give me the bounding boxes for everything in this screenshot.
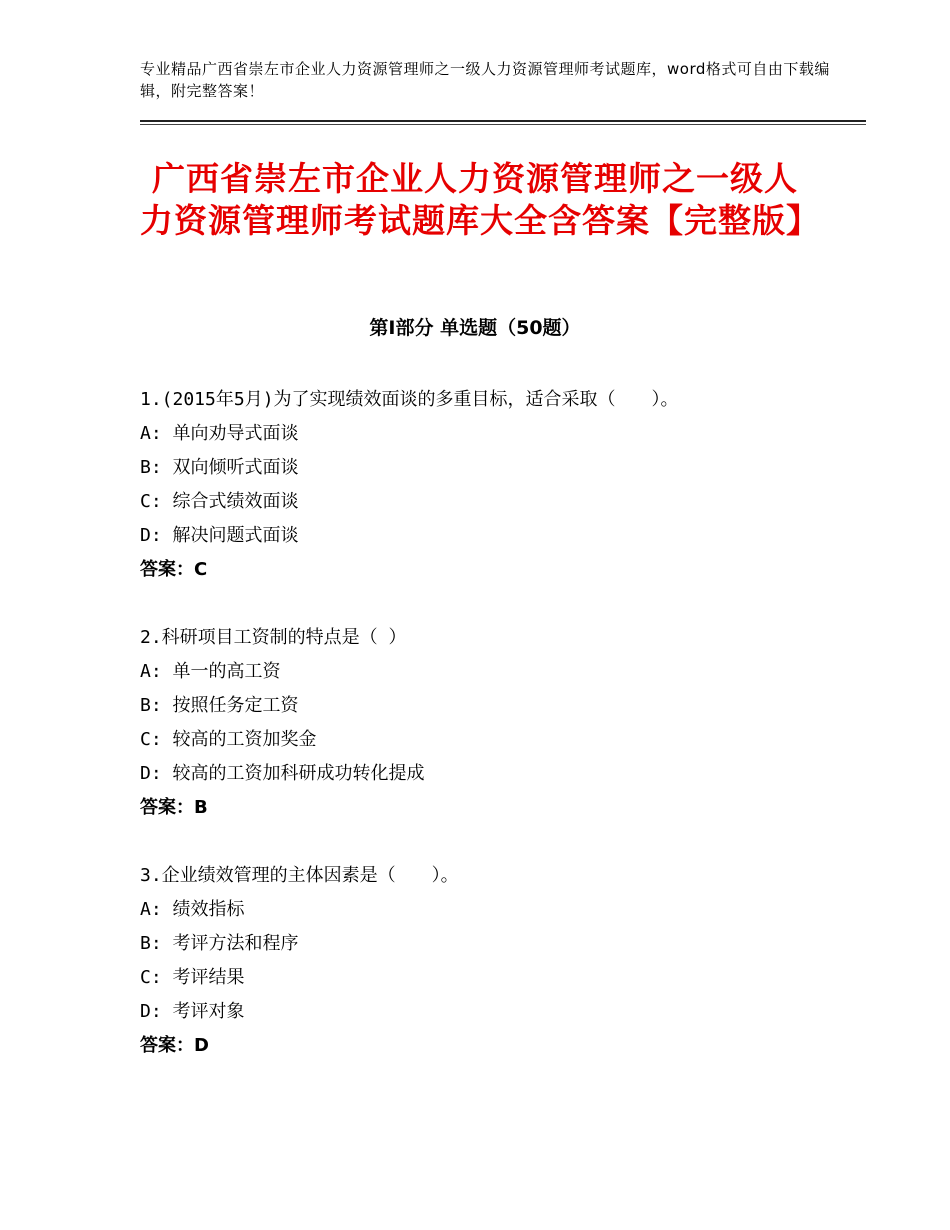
option-b: B: 双向倾听式面谈 [140, 457, 299, 478]
answer: 答案：D [140, 1035, 209, 1056]
option-a: A: 绩效指标 [140, 899, 245, 920]
divider-thick-line [140, 120, 866, 122]
option-a: A: 单一的高工资 [140, 661, 281, 682]
option-d: D: 考评对象 [140, 1001, 245, 1022]
question-item [140, 621, 840, 825]
divider-thin-line [140, 124, 866, 125]
answer: 答案：C [140, 559, 208, 580]
option-c: C: 考评结果 [140, 967, 245, 988]
header-note: 专业精品广西省崇左市企业人力资源管理师之一级人力资源管理师考试题库，word格式可自由下载编辑，附完整答案！ [140, 60, 830, 100]
option-d: D: 解决问题式面谈 [140, 525, 299, 546]
option-d: D: 较高的工资加科研成功转化提成 [140, 763, 425, 784]
option-b: B: 考评方法和程序 [140, 933, 299, 954]
question-stem: 1.(2015年5月)为了实现绩效面谈的多重目标，适合采取（ ）。 [140, 389, 679, 410]
question-stem: 2.科研项目工资制的特点是（ ） [140, 627, 407, 648]
question-stem: 3.企业绩效管理的主体因素是（ ）。 [140, 865, 459, 886]
option-a: A: 单向劝导式面谈 [140, 423, 299, 444]
question-list [140, 383, 840, 1097]
option-b: B: 按照任务定工资 [140, 695, 299, 716]
answer: 答案：B [140, 797, 208, 818]
document-title: 广西省崇左市企业人力资源管理师之一级人力资源管理师考试题库大全含答案【完整版】 [140, 159, 820, 240]
question-item [140, 383, 840, 587]
option-c: C: 较高的工资加奖金 [140, 729, 317, 750]
header-divider [140, 120, 866, 126]
section-heading: 第Ⅰ部分 单选题（50题） [369, 317, 581, 339]
option-c: C: 综合式绩效面谈 [140, 491, 299, 512]
question-item [140, 859, 840, 1063]
